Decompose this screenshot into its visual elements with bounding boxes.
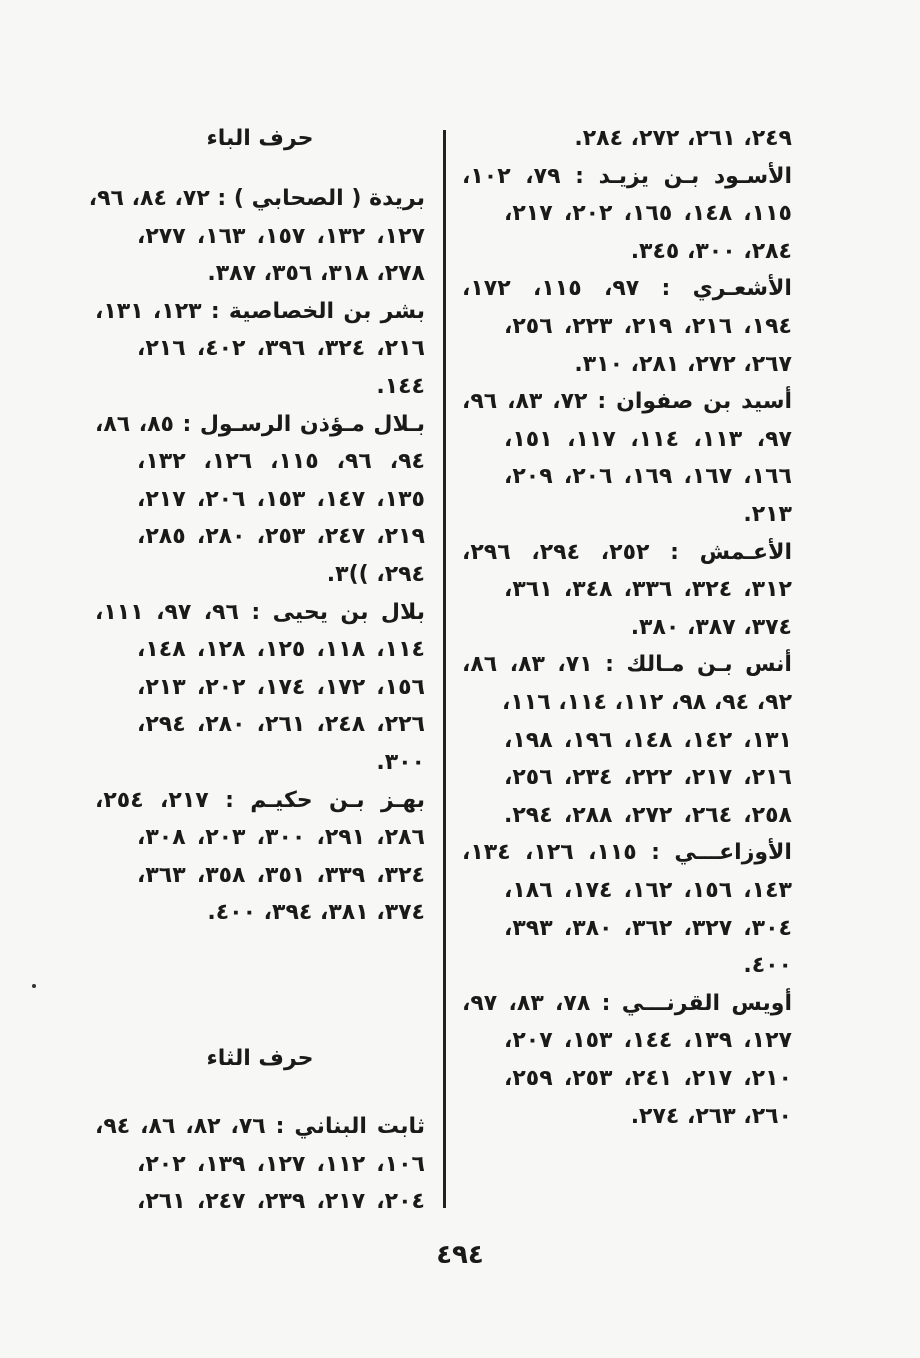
index-entry-continuation: ٣٢٤، ٣٣٩، ٣٥١، ٣٥٨، ٣٦٣، (137, 862, 425, 888)
index-entry-continuation: ٢٩٤، ))٣. (326, 562, 425, 587)
print-speck (32, 984, 36, 988)
index-entry-continuation: ٢٨٦، ٢٩١، ٣٠٠، ٢٠٣، ٣٠٨، (137, 825, 425, 851)
index-entry-continuation: ١٣٥، ١٤٧، ١٥٣، ٢٠٦، ٢١٧، (137, 486, 425, 512)
index-entry: بـلال مـؤذن الرسـول : ٨٥، ٨٦، (95, 411, 425, 437)
index-entry-continuation: ١٩٤، ٢١٦، ٢١٩، ٢٢٣، ٢٥٦، (504, 314, 792, 339)
index-entry-continuation: ١٤٤. (376, 374, 425, 399)
index-entry-continuation: ٢٥٨، ٢٦٤، ٢٧٢، ٢٨٨، ٢٩٤. (504, 802, 792, 828)
section-heading-ba: حرف الباء (206, 126, 314, 151)
page-number: ٤٩٤ (436, 1240, 484, 1270)
index-entry-continuation: ١٠٦، ١١٢، ١٢٧، ١٣٩، ٢٠٢، (137, 1151, 425, 1177)
index-entry-continuation: ١١٤، ١١٨، ١٢٥، ١٢٨، ١٤٨، (137, 637, 425, 663)
index-entry-continuation: ٩٤، ٩٦، ١١٥، ١٢٦، ١٣٢، (137, 449, 425, 475)
index-entry-continuation: ١٤٣، ١٥٦، ١٦٢، ١٧٤، ١٨٦، (504, 878, 792, 903)
index-entry-continuation: ٣٧٤، ٣٨٧، ٣٨٠. (630, 614, 792, 640)
index-entry-continuation: ١٢٧، ١٣٢، ١٥٧، ١٦٣، ٢٧٧، (137, 223, 425, 249)
index-entry-continuation: ٢١٩، ٢٤٧، ٢٥٣، ٢٨٠، ٢٨٥، (137, 524, 425, 550)
index-entry-continuation: ١٦٦، ١٦٧، ١٦٩، ٢٠٦، ٢٠٩، (504, 464, 792, 490)
index-entry-continuation: ٢١٦، ٢١٧، ٢٢٢، ٢٣٤، ٢٥٦، (504, 765, 792, 791)
index-entry-continuation: ٢٤٩، ٢٦١، ٢٧٢، ٢٨٤. (574, 126, 792, 151)
index-entry: أنس بـن مـالك : ٧١، ٨٣، ٨٦، (462, 652, 792, 678)
index-entry-continuation: ٢١٣. (743, 502, 792, 527)
index-entry: أسيد بن صفوان : ٧٢، ٨٣، ٩٦، (462, 389, 792, 415)
index-entry-continuation: ١٥٦، ١٧٢، ١٧٤، ٢٠٢، ٢١٣، (137, 674, 425, 700)
index-entry-continuation: ٩٧، ١١٣، ١١٤، ١١٧، ١٥١، (504, 426, 792, 452)
index-entry: بهـز بـن حكيـم : ٢١٧، ٢٥٤، (95, 787, 425, 813)
index-entry-continuation: ٢١٦، ٣٢٤، ٣٩٦، ٤٠٢، ٢١٦، (137, 336, 425, 362)
index-entry: بريدة ( الصحابي ) : ٧٢، ٨٤، ٩٦، (88, 186, 425, 211)
index-entry-continuation: ١٢٧، ١٣٩، ١٤٤، ١٥٣، ٢٠٧، (504, 1028, 792, 1054)
index-entry: الأوزاعـــي : ١١٥، ١٢٦، ١٣٤، (462, 840, 792, 866)
index-entry-continuation: ٢٢٦، ٢٤٨، ٢٦١، ٢٨٠، ٢٩٤، (137, 712, 425, 738)
index-entry: بلال بن يحيى : ٩٦، ٩٧، ١١١، (95, 599, 425, 625)
index-entry-continuation: ٩٢، ٩٤، ٩٨، ١١٢، ١١٤، ١١٦، (502, 690, 792, 715)
index-entry-continuation: ١١٥، ١٤٨، ١٦٥، ٢٠٢، ٢١٧، (504, 201, 792, 227)
index-entry: بشر بن الخصاصية : ١٢٣، ١٣١، (95, 298, 425, 324)
index-entry-continuation: ٣٠٤، ٣٢٧، ٣٦٢، ٣٨٠، ٣٩٣، (504, 915, 792, 941)
index-entry-continuation: ٢١٠، ٢١٧، ٢٤١، ٢٥٣، ٢٥٩، (504, 1066, 792, 1091)
index-entry-continuation: ١٣١، ١٤٢، ١٤٨، ١٩٦، ١٩٨، (504, 727, 792, 753)
index-entry-continuation: ٣٠٠. (376, 750, 425, 775)
index-entry: أويس القرنـــي : ٧٨، ٨٣، ٩٧، (462, 990, 792, 1016)
index-entry-continuation: ٢٠٤، ٢١٧، ٢٣٩، ٢٤٧، ٢٦١، (137, 1189, 425, 1215)
index-entry: ثابت البناني : ٧٦، ٨٢، ٨٦، ٩٤، (95, 1114, 425, 1139)
column-divider (443, 130, 446, 1208)
index-entry: الأعـمش : ٢٥٢، ٢٩٤، ٢٩٦، (462, 539, 792, 565)
section-heading-tha: حرف الثاء (206, 1046, 314, 1071)
index-entry-continuation: ٢٧٨، ٣١٨، ٣٥٦، ٣٨٧. (207, 261, 425, 287)
index-entry-continuation: ٢٨٤، ٣٠٠، ٣٤٥. (630, 238, 792, 264)
index-entry: الأسـود بـن يزيـد : ٧٩، ١٠٢، (462, 163, 792, 189)
index-entry-continuation: ٢٦٠، ٢٦٣، ٢٧٤. (630, 1103, 792, 1129)
index-entry: الأشعـري : ٩٧، ١١٥، ١٧٢، (462, 276, 792, 302)
index-entry-continuation: ٢٦٧، ٢٧٢، ٢٨١، ٣١٠. (574, 351, 792, 377)
index-entry-continuation: ٣١٢، ٣٢٤، ٣٣٦، ٣٤٨، ٣٦١، (504, 577, 792, 603)
index-entry-continuation: ٤٠٠. (743, 953, 792, 979)
index-entry-continuation: ٣٧٤، ٣٨١، ٣٩٤، ٤٠٠. (207, 900, 425, 926)
